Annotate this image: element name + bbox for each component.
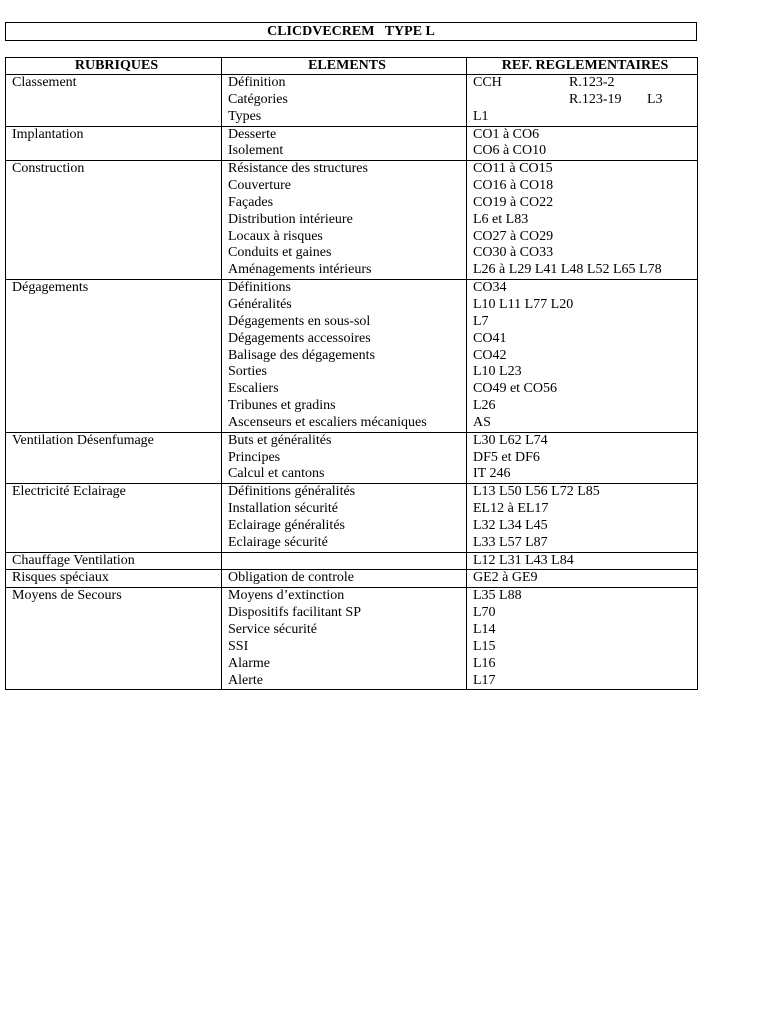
table-row [6, 588, 698, 690]
table-row [6, 570, 698, 588]
element-item: Moyens d’extinction [228, 588, 345, 604]
ref-text: CO27 à CO29 [473, 228, 554, 244]
ref-text: CO16 à CO18 [473, 178, 554, 194]
rubrique-cell [6, 75, 222, 127]
rubrique-cell [6, 570, 222, 588]
element-item: Définitions généralités [228, 484, 356, 500]
element-item: Locaux à risques [228, 228, 323, 244]
rubrique-cell [6, 484, 222, 552]
element-item: Conduits et gaines [228, 245, 332, 261]
element-item: Façades [228, 194, 274, 210]
table-row [6, 75, 698, 127]
element-item: Service sécurité [228, 622, 318, 637]
ref-line [473, 639, 697, 656]
ref-text: L3 [647, 91, 663, 107]
ref-text: CCH [473, 75, 502, 90]
element-item: Eclairage sécurité [228, 534, 328, 550]
element-item: Installation sécurité [228, 501, 339, 517]
refs-cell [467, 588, 698, 690]
rubrique-cell [6, 432, 222, 484]
ref-text: L12 L31 L43 L84 [473, 552, 574, 568]
elements-cell [222, 280, 467, 433]
rubrique-label: Moyens de Secours [12, 588, 122, 604]
element-item: Principes [228, 449, 281, 465]
refs-cell [467, 552, 698, 570]
refs-cell [467, 75, 698, 127]
element-item: Buts et généralités [228, 432, 332, 448]
element-item: Sorties [228, 364, 267, 380]
ref-line [473, 195, 697, 212]
ref-text: L17 [473, 672, 496, 688]
rubrique-cell [6, 280, 222, 433]
ref-text: CO6 à CO10 [473, 143, 547, 159]
elements-cell [222, 570, 467, 588]
ref-text: CO34 [473, 280, 507, 296]
elements-cell [222, 432, 467, 484]
regulation-table [5, 57, 698, 690]
rubrique-label: Dégagements [12, 280, 89, 296]
rubrique-label: Chauffage Ventilation [12, 552, 135, 568]
rubrique-cell [6, 552, 222, 570]
elements-cell [222, 161, 467, 280]
ref-text: CO30 à CO33 [473, 245, 554, 261]
element-item: Couverture [228, 178, 291, 194]
refs-cell [467, 484, 698, 552]
ref-text: CO49 et CO56 [473, 381, 557, 397]
ref-text: CO1 à CO6 [473, 126, 540, 142]
ref-text: L1 [473, 108, 489, 124]
element-item: Aménagements intérieurs [228, 262, 372, 278]
element-item: Desserte [228, 126, 277, 142]
ref-text: AS [473, 414, 491, 430]
refs-cell [467, 161, 698, 280]
ref-text: R.123-19 [569, 91, 622, 107]
element-item: Obligation de controle [228, 570, 354, 586]
header-elements: ELEMENTS [222, 58, 467, 75]
element-item: Définition [228, 75, 286, 90]
ref-text: CO42 [473, 347, 507, 363]
ref-line [473, 570, 697, 587]
refs-cell [467, 432, 698, 484]
rubrique-label: Classement [12, 75, 77, 90]
ref-text: L70 [473, 605, 496, 621]
ref-text: L10 L23 [473, 364, 522, 380]
ref-line [473, 433, 697, 450]
table-row [6, 280, 698, 433]
document-title: CLICDVECREM TYPE L [5, 22, 697, 41]
element-item: Balisage des dégagements [228, 347, 375, 363]
ref-text: L16 [473, 655, 496, 671]
elements-cell [222, 552, 467, 570]
ref-text: L6 et L83 [473, 211, 529, 227]
ref-line [473, 364, 697, 381]
ref-text: CO41 [473, 330, 507, 346]
ref-line [473, 229, 697, 246]
table-row [6, 161, 698, 280]
ref-text: CO11 à CO15 [473, 161, 553, 177]
ref-text: L26 à L29 L41 L48 L52 L65 L78 [473, 262, 662, 278]
ref-line [473, 673, 697, 690]
element-item: Ascenseurs et escaliers mécaniques [228, 414, 427, 430]
refs-cell [467, 126, 698, 161]
rubrique-cell [6, 588, 222, 690]
element-item: Calcul et cantons [228, 466, 325, 482]
ref-text: L26 [473, 398, 496, 414]
ref-text: L15 [473, 638, 496, 654]
element-item: Définitions [228, 280, 291, 296]
element-item: Catégories [228, 91, 288, 107]
rubrique-label: Electricité Eclairage [12, 484, 126, 500]
rubrique-cell [6, 126, 222, 161]
ref-line [473, 398, 697, 415]
ref-text: IT 246 [473, 466, 511, 482]
ref-line [473, 501, 697, 518]
ref-line [473, 622, 697, 639]
ref-line [473, 484, 697, 501]
ref-line [473, 605, 697, 622]
ref-text: L33 L57 L87 [473, 534, 548, 550]
table-header-row [6, 58, 698, 75]
ref-text: R.123-2 [569, 75, 615, 90]
refs-cell [467, 570, 698, 588]
element-item: Généralités [228, 296, 292, 312]
ref-text: L30 L62 L74 [473, 432, 548, 448]
ref-line [473, 466, 697, 483]
element-item: Dispositifs facilitant SP [228, 605, 361, 621]
refs-cell [467, 280, 698, 433]
ref-text: L35 L88 [473, 588, 522, 604]
element-item: Dégagements accessoires [228, 330, 371, 346]
ref-line [473, 262, 697, 279]
ref-line [473, 553, 697, 570]
rubrique-label: Implantation [12, 126, 84, 142]
ref-line [473, 331, 697, 348]
ref-text: L32 L34 L45 [473, 517, 548, 533]
table-row [6, 484, 698, 552]
element-item: Types [228, 108, 262, 124]
ref-line [473, 450, 697, 467]
ref-line [473, 314, 697, 331]
element-item: Isolement [228, 143, 284, 159]
rubrique-label: Ventilation Désenfumage [12, 432, 154, 448]
ref-text: L14 [473, 622, 496, 637]
ref-line [473, 297, 697, 314]
ref-line [473, 127, 697, 144]
ref-line [473, 178, 697, 195]
ref-text: DF5 et DF6 [473, 449, 540, 465]
ref-line [473, 535, 697, 552]
ref-line [473, 415, 697, 432]
ref-line [473, 245, 697, 262]
ref-text: L10 L11 L77 L20 [473, 296, 574, 312]
rubrique-label: Construction [12, 161, 85, 177]
element-item [228, 553, 466, 570]
rubrique-label: Risques spéciaux [12, 570, 109, 586]
ref-line [473, 588, 697, 605]
ref-line [473, 161, 697, 178]
ref-line [473, 381, 697, 398]
ref-text: L13 L50 L56 L72 L85 [473, 484, 600, 500]
ref-line [473, 212, 697, 229]
elements-cell [222, 75, 467, 127]
ref-text: CO19 à CO22 [473, 194, 554, 210]
elements-cell [222, 484, 467, 552]
ref-text: EL12 à EL17 [473, 501, 549, 517]
element-item: Dégagements en sous-sol [228, 313, 371, 329]
ref-line [473, 92, 697, 109]
ref-line [473, 143, 697, 160]
elements-cell [222, 126, 467, 161]
ref-line [473, 75, 697, 92]
element-item: Escaliers [228, 381, 279, 397]
ref-line [473, 280, 697, 297]
header-rubriques: RUBRIQUES [6, 58, 222, 75]
ref-line [473, 109, 697, 126]
ref-line [473, 348, 697, 365]
ref-text: L7 [473, 313, 489, 329]
rubrique-cell [6, 161, 222, 280]
header-ref-reglementaires: REF. REGLEMENTAIRES [467, 58, 698, 75]
ref-text: GE2 à GE9 [473, 570, 538, 586]
element-item: Eclairage généralités [228, 517, 345, 533]
table-row [6, 432, 698, 484]
element-item: Alarme [228, 655, 270, 671]
table-row [6, 126, 698, 161]
table-row [6, 552, 698, 570]
elements-cell [222, 588, 467, 690]
element-item: Alerte [228, 672, 263, 688]
ref-line [473, 518, 697, 535]
element-item: Tribunes et gradins [228, 398, 336, 414]
element-item: Résistance des structures [228, 161, 368, 177]
element-item: Distribution intérieure [228, 211, 353, 227]
element-item: SSI [228, 638, 249, 654]
table-body [6, 75, 698, 690]
ref-line [473, 656, 697, 673]
